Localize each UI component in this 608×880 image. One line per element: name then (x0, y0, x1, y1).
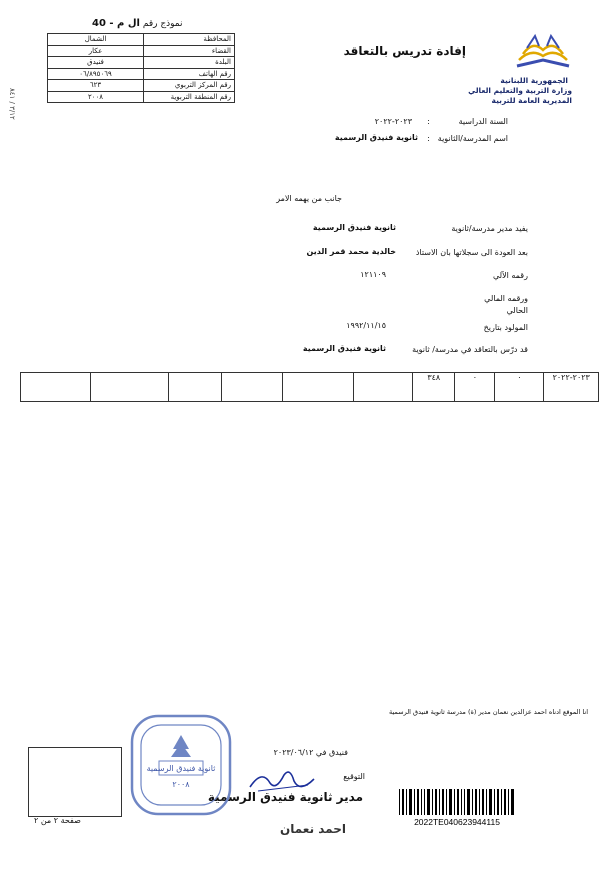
table-row (48, 45, 235, 57)
table-row (48, 80, 235, 92)
side-note: ٣/١٢ / ٨٤١ (8, 88, 16, 120)
computer-number-label: رقمه الآلي (492, 271, 528, 280)
table-row (48, 57, 235, 69)
phone-label: رقم الهاتف (144, 68, 235, 80)
form-label: نموذج رقم (142, 19, 183, 29)
table-row (48, 34, 235, 46)
hours-cell: ٣٤٨ (413, 373, 455, 402)
financial-number-label: ورقمه المالي (484, 294, 528, 303)
region-number-label: رقم المنطقة التربوية (144, 91, 235, 103)
form-code: ال م - 40 (92, 18, 140, 29)
document-title: إفادة تدريس بالتعاقد (343, 44, 466, 58)
birth-date-label: المولود بتاريخ (483, 323, 528, 332)
form-code-line (92, 18, 183, 29)
governorate-label: المحافظة (144, 34, 235, 46)
year-cell: ٢٠٢٣-٢٠٢٢ (544, 373, 599, 402)
place-date: فنيدق في ٢٠٢٣/٠٦/١٢ (273, 748, 348, 757)
record-cell (21, 373, 91, 402)
computer-number-value: ١٢١١٠٩ (360, 270, 386, 279)
table-row (48, 68, 235, 80)
taught-value: ثانوية فنيدق الرسمية (302, 344, 386, 353)
school-label: اسم المدرسة/الثانوية (437, 134, 508, 143)
ministry-line-1: الجمهورية اللبنانية (500, 76, 568, 85)
taught-label: قد درّس بالتعاقد في مدرسة/ ثانوية (412, 345, 528, 354)
birth-date-value: ١٩٩٢/١١/١٥ (346, 321, 386, 330)
signature-label: التوقيع (343, 772, 365, 781)
teacher-label: بعد العودة الى سجلاتها بان الاستاذ (415, 248, 528, 257)
table-row (48, 91, 235, 103)
year-label: السنة الدراسية (458, 117, 508, 126)
director-name: احمد نعمان (280, 822, 346, 836)
signer-note: انا الموقع ادناه احمد عزالدين نعمان مدير (ة) مدرسة ثانوية فنيدق الرسمية (388, 708, 588, 716)
school-separator: : (427, 134, 430, 143)
record-cell (222, 373, 283, 402)
record-cell (90, 373, 168, 402)
school-info-table (47, 33, 235, 103)
director-title: مدير ثانوية فنيدق الرسمية (207, 790, 363, 804)
record-cell (168, 373, 221, 402)
teacher-value: خالدية محمد قمر الدين (306, 247, 396, 256)
ministry-line-3: المديرية العامة للتربية (491, 96, 572, 105)
page-number: صفحة ٢ من ٢ (34, 816, 81, 825)
school-stamp-icon (129, 713, 233, 817)
school-value: ثانوية فنيدق الرسمية (334, 133, 418, 142)
salutation: جانب من يهمه الامر (276, 194, 342, 203)
district-value: عكار (48, 45, 144, 57)
record-cell (282, 373, 354, 402)
director-value: ثانوية فنيدق الرسمية (312, 223, 396, 232)
barcode-text: 2022TE040623944115 (414, 817, 500, 827)
stamp-number: ٢٠٠٨ (172, 780, 190, 789)
center-number-label: رقم المركز التربوي (144, 80, 235, 92)
record-cell: ٠ (455, 373, 495, 402)
director-label: يفيد مدير مدرسة/ثانوية (451, 224, 528, 233)
record-cell (354, 373, 413, 402)
town-value: فنيدق (48, 57, 144, 69)
ministry-logo-icon (513, 30, 573, 74)
teaching-record-table (20, 372, 599, 402)
signature-box (28, 747, 122, 817)
town-label: البلدة (144, 57, 235, 69)
year-separator: : (427, 117, 430, 126)
phone-value: ٠٦/٨٩٥٠٦٩ (48, 68, 144, 80)
district-label: القضاء (144, 45, 235, 57)
barcode-icon (397, 789, 517, 827)
table-row (21, 373, 599, 402)
current-label: الحالي (506, 306, 528, 315)
year-value: ٢٠٢٣-٢٠٢٢ (374, 117, 412, 126)
record-cell: ٠ (495, 373, 544, 402)
governorate-value: الشمال (48, 34, 144, 46)
ministry-line-2: وزارة التربية والتعليم العالي (468, 86, 572, 95)
region-number-value: ٢٠٠٨ (48, 91, 144, 103)
center-number-value: ٦٢٣ (48, 80, 144, 92)
stamp-school-name: ثانوية فنيدق الرسمية (146, 764, 216, 773)
